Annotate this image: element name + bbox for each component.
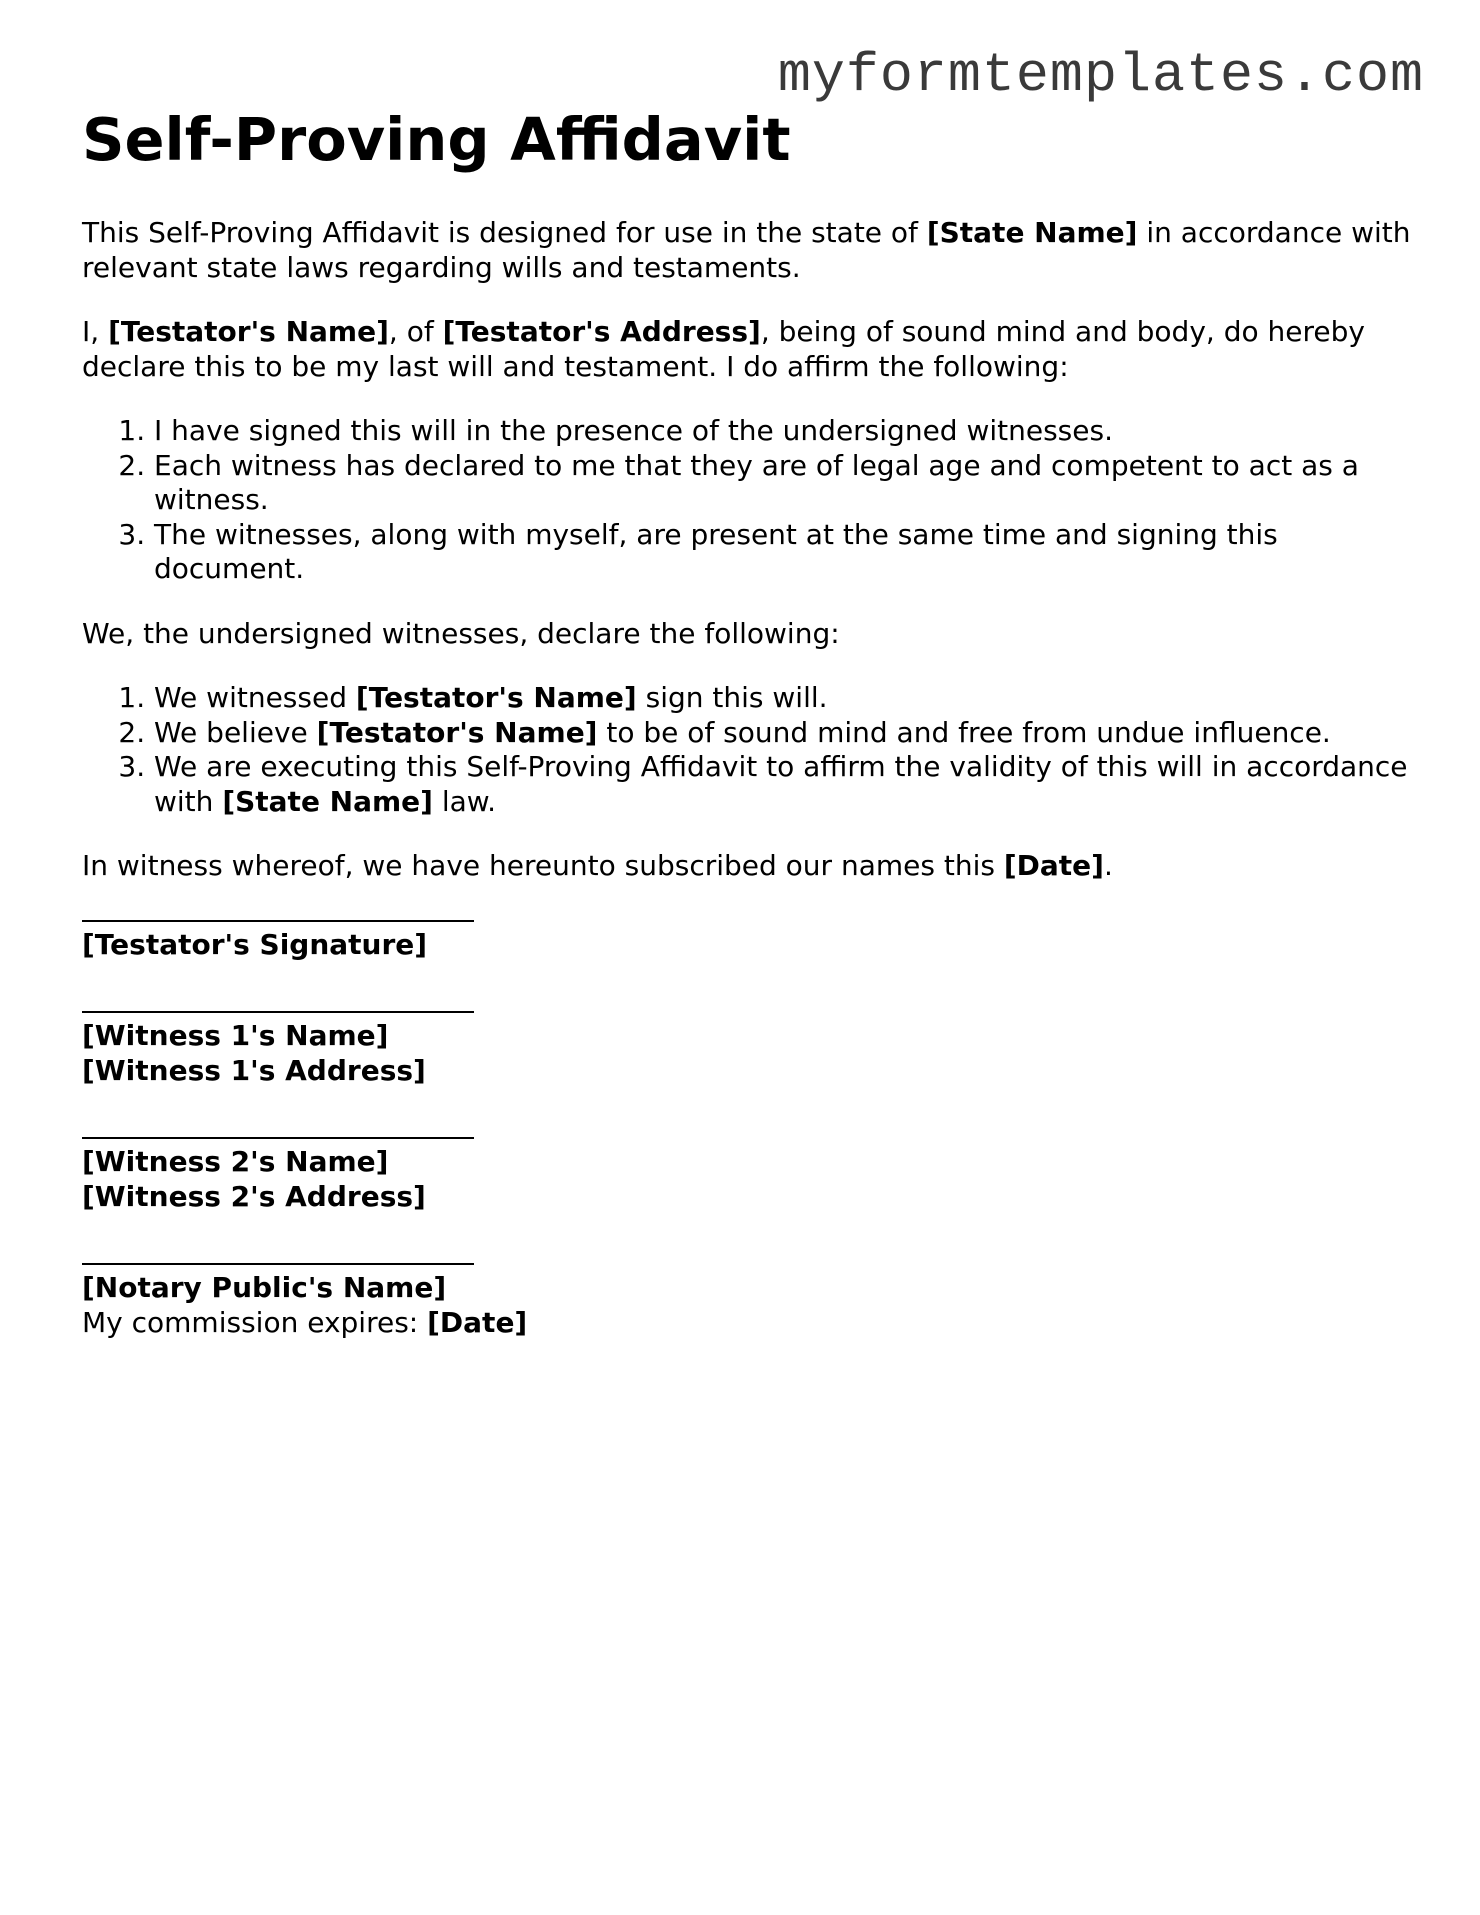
intro-text-before: This Self-Proving Affidavit is designed for use in the state of [82,216,927,249]
testator-affirmations-list [82,414,1412,587]
commission-date-placeholder: [Date] [427,1305,528,1339]
witness-declarations-list [82,681,1412,819]
declaration-part2: , of [388,315,443,348]
item-text-before: We witnessed [154,681,356,714]
watermark: myformtemplates.com [777,44,1424,107]
testator-address-placeholder: [Testator's Address] [442,315,761,348]
list-item [154,750,1412,819]
list-item: 2. Each witness has declared to me that they are of legal age and competent to act as a witness. [154,449,1412,518]
testator-signature-block [82,920,1412,963]
list-item: 3. The witnesses, along with myself, are present at the same time and signing this document. [154,518,1412,587]
testator-name-placeholder: [Testator's Name] [108,315,389,348]
closing-text-before: In witness whereof, we have hereunto subscribed our names this [82,849,1004,882]
item-text-before: We believe [154,715,317,749]
witness2-signature-block [82,1137,1412,1214]
witness2-address-label: [Witness 2's Address] [82,1179,426,1213]
document-title: Self-Proving Affidavit [82,105,791,174]
witness-intro: We, the undersigned witnesses, declare the following: [82,616,840,650]
item-text-after: sign this will. [636,681,828,714]
item-text-after: law. [432,784,497,818]
witness1-name-label: [Witness 1's Name] [82,1019,389,1052]
signature-line [82,1263,474,1265]
signature-line [82,920,474,922]
testator-name-placeholder: [Testator's Name] [355,681,637,714]
notary-signature-block [82,1263,1412,1340]
state-name-placeholder: [State Name] [222,784,433,818]
date-placeholder: [Date] [1003,849,1104,882]
commission-line [82,1306,527,1339]
notary-name-label: [Notary Public's Name] [82,1271,447,1304]
closing-paragraph [82,849,1412,884]
item-text-after: to be of sound mind and free from undue influence. [597,715,1331,749]
witness2-name-label: [Witness 2's Name] [82,1145,389,1178]
signature-line [82,1011,474,1013]
list-item [154,681,1412,716]
commission-label: My commission expires: [82,1305,428,1339]
declaration-part3: , being of sound mind and body, do hereby declare this to be my last will and testament. I do affirm the following: [82,315,1365,383]
declaration-part1: I, [82,315,109,348]
testator-name-placeholder: [Testator's Name] [316,715,598,749]
intro-text-after: in accordance with relevant state laws regarding wills and testaments. [82,216,1411,284]
signature-line [82,1137,474,1139]
list-item: 1. I have signed this will in the presence of the undersigned witnesses. [154,414,1412,449]
list-item [154,716,1412,751]
declaration-paragraph [82,315,1412,384]
item-text-before: We are executing this Self-Proving Affidavit to affirm the validity of this will in accordance with [154,750,1408,818]
intro-paragraph [82,216,1412,285]
closing-text-after: . [1103,849,1113,882]
testator-signature-label: [Testator's Signature] [82,927,428,961]
witness1-address-label: [Witness 1's Address] [82,1053,426,1087]
state-name-placeholder: [State Name] [926,216,1138,249]
document-page [82,104,1412,1340]
witness1-signature-block [82,1011,1412,1088]
